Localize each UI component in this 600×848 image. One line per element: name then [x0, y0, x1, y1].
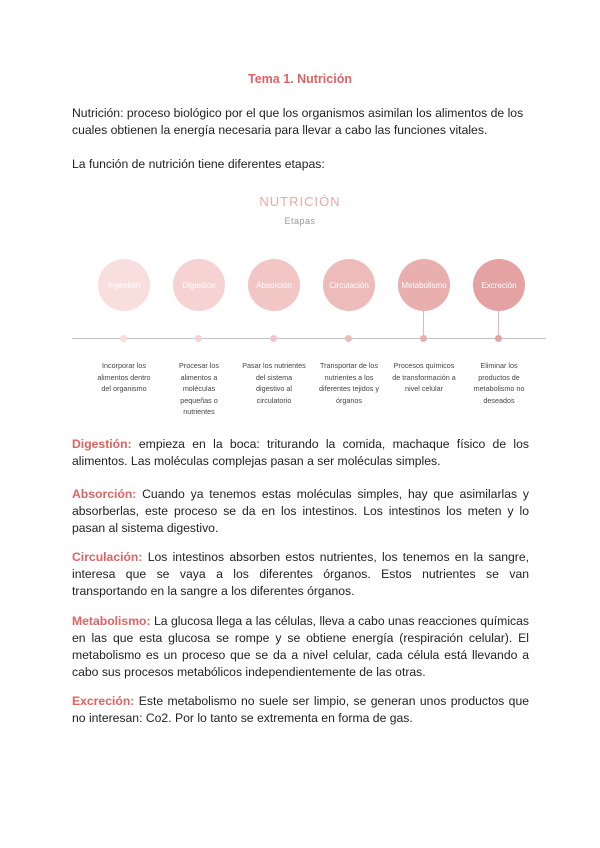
timeline-dot: [495, 335, 502, 342]
section-digestion: [72, 436, 529, 470]
stage-circle: Ingestión: [98, 259, 150, 311]
diagram-title: NUTRICIÓN: [259, 194, 341, 209]
stage-circle: Metabolismo: [398, 259, 450, 311]
stage-absorcion: [247, 259, 301, 311]
intro-paragraph: Nutrición: proceso biológico por el que los organismos asimilan los alimentos de los cuales obtienen la energía necesaria para llevar a cabo las funciones vitales.: [72, 106, 524, 137]
section-metabolismo: [72, 613, 529, 681]
stage-circle: Excreción: [473, 259, 525, 311]
stage-circle: Absorción: [248, 259, 300, 311]
section-term: Absorción:: [72, 487, 137, 501]
stage-description: Procesar los alimentos a moléculas pequeñas o nutrientes: [179, 361, 219, 416]
section-text: Los intestinos absorben estos nutrientes, los tenemos en la sangre, interesa que se vaya a los diferentes órganos. Estos nutrientes se van transportando en la sangre a los diferentes órganos.: [72, 550, 529, 598]
stage-excrecion: [472, 259, 526, 311]
section-term: Digestión:: [72, 437, 132, 451]
section-text: La glucosa llega a las células, lleva a cabo unas reacciones químicas en las que esta glucosa se rompe y se obtiene energía (respiración celular). El metabolismo es un proceso que se da a nivel celular, cada célula está llevando a cabo sus procesos metabólicos independientemente de las otras.: [72, 614, 529, 679]
stage-circle: Circulación: [323, 259, 375, 311]
stage-description: Eliminar los productos de metabolismo no deseados: [473, 361, 525, 405]
timeline-dot: [195, 335, 202, 342]
stage-circulacion: [322, 259, 376, 311]
section-term: Circulación:: [72, 550, 143, 564]
stage-description: Transportar de los nutrientes a los diferentes tejidos y órganos: [319, 361, 379, 405]
stage-connector: [423, 311, 424, 335]
section-text: empieza en la boca: triturando la comida, machaque físico de los alimentos. Las moléculas complejas pasan a ser moléculas simples.: [72, 437, 529, 468]
stage-connector: [498, 311, 499, 335]
timeline-dot: [420, 335, 427, 342]
section-term: Metabolismo:: [72, 614, 151, 628]
stage-description: Procesos químicos de transformación a nivel celular: [392, 361, 456, 393]
stage-description: Pasar los nutrientes del sistema digestivo al circulatorio: [242, 361, 306, 405]
stages-intro: La función de nutrición tiene diferentes etapas:: [72, 157, 325, 171]
diagram-subtitle: Etapas: [284, 216, 316, 226]
stage-metabolismo: [397, 259, 451, 311]
section-text: Este metabolismo no suele ser limpio, se generan unos productos que no interesan: Co2. Por lo tanto se extrementa en forma de gas.: [72, 694, 529, 725]
stage-description: Incorporar los alimentos dentro del organismo: [97, 361, 151, 393]
stage-ingestion: [97, 259, 151, 311]
section-text: Cuando ya tenemos estas moléculas simples, hay que asimilarlas y absorberlas, este proceso se da en los intestinos. Los intestinos los meten y lo pasan al sistema digestivo.: [72, 487, 529, 535]
page-title: Tema 1. Nutrición: [248, 72, 352, 86]
section-circulacion: [72, 549, 529, 600]
section-term: Excreción:: [72, 694, 135, 708]
stage-digestion: [172, 259, 226, 311]
timeline-dot: [120, 335, 127, 342]
timeline-dot: [270, 335, 277, 342]
section-excrecion: [72, 693, 529, 727]
stage-circle: Digestión: [173, 259, 225, 311]
timeline-line: [72, 338, 546, 339]
section-absorcion: [72, 486, 529, 537]
timeline-dot: [345, 335, 352, 342]
